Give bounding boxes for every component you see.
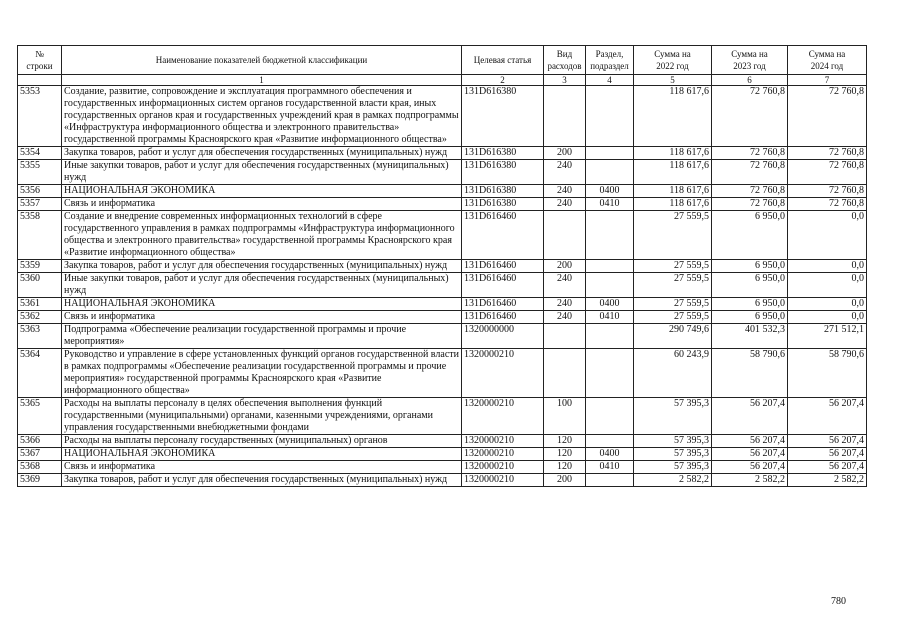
sum-2024-cell: 58 790,6 xyxy=(788,349,867,398)
sum-2023-cell: 56 207,4 xyxy=(712,435,788,448)
header-row-number-line2: строки xyxy=(26,61,53,71)
indicator-name-cell: Руководство и управление в сфере установленных функций органов государственной власти в рамках подпрограммы «Обеспечение реализации государственной программы и прочие мероприятия» государственной программы Красноярского края «Развитие информационного общества» xyxy=(62,349,462,398)
sum-2024-cell: 72 760,8 xyxy=(788,160,867,185)
sum-2023-cell: 2 582,2 xyxy=(712,474,788,487)
sum-2023-cell: 6 950,0 xyxy=(712,298,788,311)
target-article-cell: 1320000210 xyxy=(462,448,544,461)
sum-2024-cell: 56 207,4 xyxy=(788,448,867,461)
sum-2024-cell: 0,0 xyxy=(788,211,867,260)
expense-type-cell xyxy=(544,324,586,349)
table-row xyxy=(18,185,867,198)
expense-type-cell: 120 xyxy=(544,448,586,461)
header-expense-type: Вид расходов xyxy=(544,46,586,75)
target-article-cell: 1320000210 xyxy=(462,474,544,487)
header-section: Раздел, подраздел xyxy=(586,46,634,75)
sum-2023-cell: 58 790,6 xyxy=(712,349,788,398)
target-article-cell: 131D616380 xyxy=(462,160,544,185)
sum-2024-cell: 56 207,4 xyxy=(788,398,867,435)
row-number-cell: 5369 xyxy=(18,474,62,487)
row-number-cell: 5365 xyxy=(18,398,62,435)
column-number xyxy=(18,75,62,86)
target-article-cell: 131D616460 xyxy=(462,260,544,273)
header-sum-2022: Сумма на 2022 год xyxy=(634,46,712,75)
row-number-cell: 5368 xyxy=(18,461,62,474)
section-code-cell xyxy=(586,147,634,160)
expense-type-cell: 120 xyxy=(544,461,586,474)
table-row xyxy=(18,474,867,487)
row-number-cell: 5364 xyxy=(18,349,62,398)
row-number-cell: 5357 xyxy=(18,198,62,211)
target-article-cell: 131D616460 xyxy=(462,211,544,260)
row-number-cell: 5353 xyxy=(18,86,62,147)
sum-2022-cell: 27 559,5 xyxy=(634,260,712,273)
row-number-cell: 5358 xyxy=(18,211,62,260)
sum-2022-cell: 27 559,5 xyxy=(634,311,712,324)
header-sum-2023: Сумма на 2023 год xyxy=(712,46,788,75)
indicator-name-cell: Связь и информатика xyxy=(62,311,462,324)
expense-type-cell: 200 xyxy=(544,260,586,273)
target-article-cell: 1320000210 xyxy=(462,349,544,398)
expense-type-cell: 240 xyxy=(544,160,586,185)
indicator-name-cell: Закупка товаров, работ и услуг для обеспечения государственных (муниципальных) нужд xyxy=(62,474,462,487)
table-row xyxy=(18,398,867,435)
table-row xyxy=(18,211,867,260)
table-row xyxy=(18,324,867,349)
expense-type-cell: 240 xyxy=(544,298,586,311)
target-article-cell: 131D616380 xyxy=(462,185,544,198)
section-code-cell xyxy=(586,211,634,260)
sum-2024-cell: 72 760,8 xyxy=(788,86,867,147)
sum-2022-cell: 57 395,3 xyxy=(634,461,712,474)
sum-2022-cell: 290 749,6 xyxy=(634,324,712,349)
header-sum-2024: Сумма на 2024 год xyxy=(788,46,867,75)
column-number: 5 xyxy=(634,75,712,86)
table-row xyxy=(18,160,867,185)
row-number-cell: 5363 xyxy=(18,324,62,349)
indicator-name-cell: Иные закупки товаров, работ и услуг для обеспечения государственных (муниципальных) нужд xyxy=(62,273,462,298)
section-code-cell xyxy=(586,273,634,298)
table-row xyxy=(18,461,867,474)
indicator-name-cell: Закупка товаров, работ и услуг для обеспечения государственных (муниципальных) нужд xyxy=(62,260,462,273)
section-code-cell xyxy=(586,86,634,147)
column-number: 6 xyxy=(712,75,788,86)
column-number: 4 xyxy=(586,75,634,86)
expense-type-cell: 120 xyxy=(544,435,586,448)
row-number-cell: 5361 xyxy=(18,298,62,311)
sum-2024-cell: 2 582,2 xyxy=(788,474,867,487)
header-target-article: Целевая статья xyxy=(462,46,544,75)
expense-type-cell: 240 xyxy=(544,273,586,298)
expense-type-cell: 240 xyxy=(544,311,586,324)
sum-2022-cell: 2 582,2 xyxy=(634,474,712,487)
sum-2022-cell: 57 395,3 xyxy=(634,435,712,448)
table-row xyxy=(18,198,867,211)
expense-type-cell: 240 xyxy=(544,198,586,211)
target-article-cell: 131D616380 xyxy=(462,86,544,147)
table-row xyxy=(18,435,867,448)
table-row xyxy=(18,147,867,160)
expense-type-cell: 200 xyxy=(544,147,586,160)
section-code-cell: 0400 xyxy=(586,448,634,461)
target-article-cell: 1320000000 xyxy=(462,324,544,349)
sum-2023-cell: 72 760,8 xyxy=(712,147,788,160)
table-row xyxy=(18,298,867,311)
table-row xyxy=(18,349,867,398)
section-code-cell: 0410 xyxy=(586,311,634,324)
header-row xyxy=(18,46,867,75)
section-code-cell: 0410 xyxy=(586,198,634,211)
table-row xyxy=(18,448,867,461)
indicator-name-cell: Расходы на выплаты персоналу в целях обеспечения выполнения функций государственными (муниципальными) органами, казенными учреждениями, органами управления государственными внебюджетными фондами xyxy=(62,398,462,435)
target-article-cell: 131D616460 xyxy=(462,311,544,324)
sum-2024-cell: 72 760,8 xyxy=(788,198,867,211)
sum-2023-cell: 72 760,8 xyxy=(712,198,788,211)
header-row-number xyxy=(18,46,62,75)
expense-type-cell xyxy=(544,211,586,260)
table-row xyxy=(18,311,867,324)
sum-2023-cell: 6 950,0 xyxy=(712,260,788,273)
row-number-cell: 5362 xyxy=(18,311,62,324)
sum-2024-cell: 271 512,1 xyxy=(788,324,867,349)
sum-2022-cell: 27 559,5 xyxy=(634,273,712,298)
sum-2022-cell: 27 559,5 xyxy=(634,211,712,260)
sum-2023-cell: 401 532,3 xyxy=(712,324,788,349)
header-row-number-line1: № xyxy=(35,49,44,59)
expense-type-cell: 200 xyxy=(544,474,586,487)
sum-2022-cell: 118 617,6 xyxy=(634,147,712,160)
target-article-cell: 1320000210 xyxy=(462,398,544,435)
column-number: 7 xyxy=(788,75,867,86)
indicator-name-cell: НАЦИОНАЛЬНАЯ ЭКОНОМИКА xyxy=(62,448,462,461)
target-article-cell: 131D616460 xyxy=(462,298,544,311)
sum-2022-cell: 60 243,9 xyxy=(634,349,712,398)
indicator-name-cell: НАЦИОНАЛЬНАЯ ЭКОНОМИКА xyxy=(62,298,462,311)
sum-2024-cell: 56 207,4 xyxy=(788,435,867,448)
row-number-cell: 5366 xyxy=(18,435,62,448)
table-row xyxy=(18,260,867,273)
column-number: 3 xyxy=(544,75,586,86)
sum-2024-cell: 72 760,8 xyxy=(788,185,867,198)
sum-2024-cell: 0,0 xyxy=(788,311,867,324)
sum-2023-cell: 56 207,4 xyxy=(712,398,788,435)
expense-type-cell xyxy=(544,349,586,398)
sum-2022-cell: 118 617,6 xyxy=(634,198,712,211)
section-code-cell: 0400 xyxy=(586,298,634,311)
indicator-name-cell: Создание и внедрение современных информационных технологий в сфере государственного управления в рамках подпрограммы «Инфраструктура информационного общества и электронного правительства» государственной программы Красноярского края «Развитие информационного общества» xyxy=(62,211,462,260)
target-article-cell: 131D616380 xyxy=(462,198,544,211)
expense-type-cell: 240 xyxy=(544,185,586,198)
table-row xyxy=(18,86,867,147)
row-number-cell: 5367 xyxy=(18,448,62,461)
indicator-name-cell: Связь и информатика xyxy=(62,461,462,474)
section-code-cell xyxy=(586,435,634,448)
budget-table xyxy=(17,45,867,487)
indicator-name-cell: Иные закупки товаров, работ и услуг для обеспечения государственных (муниципальных) нужд xyxy=(62,160,462,185)
row-number-cell: 5360 xyxy=(18,273,62,298)
section-code-cell xyxy=(586,260,634,273)
section-code-cell xyxy=(586,160,634,185)
sum-2024-cell: 56 207,4 xyxy=(788,461,867,474)
target-article-cell: 131D616460 xyxy=(462,273,544,298)
column-number: 2 xyxy=(462,75,544,86)
header-indicator-name: Наименование показателей бюджетной классификации xyxy=(62,46,462,75)
sum-2023-cell: 56 207,4 xyxy=(712,448,788,461)
sum-2022-cell: 57 395,3 xyxy=(634,448,712,461)
target-article-cell: 1320000210 xyxy=(462,461,544,474)
sum-2022-cell: 118 617,6 xyxy=(634,185,712,198)
expense-type-cell: 100 xyxy=(544,398,586,435)
row-number-cell: 5359 xyxy=(18,260,62,273)
sum-2024-cell: 0,0 xyxy=(788,273,867,298)
row-number-cell: 5356 xyxy=(18,185,62,198)
indicator-name-cell: НАЦИОНАЛЬНАЯ ЭКОНОМИКА xyxy=(62,185,462,198)
section-code-cell xyxy=(586,324,634,349)
indicator-name-cell: Закупка товаров, работ и услуг для обеспечения государственных (муниципальных) нужд xyxy=(62,147,462,160)
section-code-cell xyxy=(586,349,634,398)
section-code-cell: 0400 xyxy=(586,185,634,198)
indicator-name-cell: Подпрограмма «Обеспечение реализации государственной программы и прочие мероприятия» xyxy=(62,324,462,349)
sum-2024-cell: 0,0 xyxy=(788,260,867,273)
row-number-cell: 5354 xyxy=(18,147,62,160)
section-code-cell: 0410 xyxy=(586,461,634,474)
sum-2023-cell: 72 760,8 xyxy=(712,86,788,147)
expense-type-cell xyxy=(544,86,586,147)
row-number-cell: 5355 xyxy=(18,160,62,185)
sum-2022-cell: 118 617,6 xyxy=(634,160,712,185)
sum-2024-cell: 72 760,8 xyxy=(788,147,867,160)
sum-2022-cell: 27 559,5 xyxy=(634,298,712,311)
sum-2024-cell: 0,0 xyxy=(788,298,867,311)
sum-2023-cell: 72 760,8 xyxy=(712,160,788,185)
table-row xyxy=(18,273,867,298)
sum-2023-cell: 6 950,0 xyxy=(712,273,788,298)
indicator-name-cell: Связь и информатика xyxy=(62,198,462,211)
page-number: 780 xyxy=(831,596,846,607)
section-code-cell xyxy=(586,474,634,487)
indicator-name-cell: Расходы на выплаты персоналу государственных (муниципальных) органов xyxy=(62,435,462,448)
sum-2023-cell: 6 950,0 xyxy=(712,211,788,260)
column-number: 1 xyxy=(62,75,462,86)
target-article-cell: 1320000210 xyxy=(462,435,544,448)
target-article-cell: 131D616380 xyxy=(462,147,544,160)
column-numbers-row xyxy=(18,75,867,86)
section-code-cell xyxy=(586,398,634,435)
sum-2023-cell: 72 760,8 xyxy=(712,185,788,198)
sum-2023-cell: 56 207,4 xyxy=(712,461,788,474)
sum-2022-cell: 57 395,3 xyxy=(634,398,712,435)
indicator-name-cell: Создание, развитие, сопровождение и эксплуатация программного обеспечения и государственных информационных систем органов государственной власти края, иных государственных органов края и государственных учреждений края в рамках подпрограммы «Инфраструктура информационного общества и электронного правительства» государственной программы Красноярского края «Развитие информационного общества» xyxy=(62,86,462,147)
sum-2023-cell: 6 950,0 xyxy=(712,311,788,324)
sum-2022-cell: 118 617,6 xyxy=(634,86,712,147)
